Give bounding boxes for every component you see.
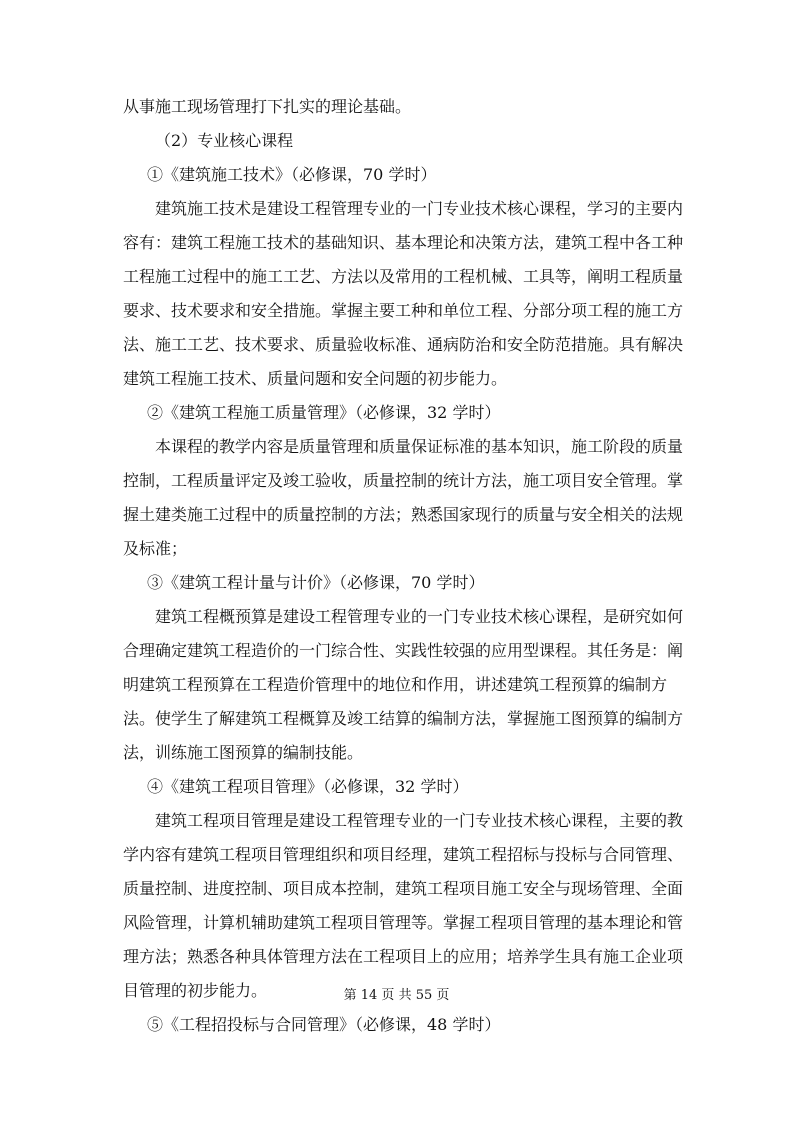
course-title — [123, 158, 688, 192]
text-line: 工程施工过程中的施工工艺、方法以及常用的工程机械、工具等，阐明工程质量 — [123, 267, 684, 286]
text-line: 建筑工程施工技术、质量问题和安全问题的初步能力。 — [123, 369, 508, 388]
course-title-text: ③《建筑工程计量与计价》（必修课，70 学时） — [147, 573, 485, 592]
page-number: 第 14 页 共 55 页 — [343, 988, 450, 1003]
text-line: 质量控制、进度控制、项目成本控制，建筑工程项目施工安全与现场管理、全面 — [123, 879, 684, 898]
text-line: 容有：建筑工程施工技术的基础知识、基本理论和决策方法，建筑工程中各工种 — [123, 233, 684, 252]
course-description — [123, 804, 688, 1008]
text-line: 建筑工程概预算是建设工程管理专业的一门专业技术核心课程，是研究如何 — [155, 607, 684, 626]
course-title-text: ②《建筑工程施工质量管理》（必修课，32 学时） — [147, 403, 501, 422]
section-heading — [123, 124, 688, 158]
course-title — [123, 770, 688, 804]
text-line: 及标准； — [123, 539, 188, 558]
section-heading-text: （2）专业核心课程 — [155, 131, 294, 150]
course-title — [123, 566, 688, 600]
text-line: 目管理的初步能力。 — [123, 981, 268, 1000]
text-line: 法，训练施工图预算的编制技能。 — [123, 743, 364, 762]
text-line: 明建筑工程预算在工程造价管理中的地位和作用，讲述建筑工程预算的编制方 — [123, 675, 668, 694]
course-title — [123, 396, 688, 430]
text-line: 建筑施工技术是建设工程管理专业的一门专业技术核心课程，学习的主要内 — [155, 199, 684, 218]
text-line: 握土建类施工过程中的质量控制的方法；熟悉国家现行的质量与安全相关的法规 — [123, 505, 684, 524]
page-footer — [0, 987, 793, 1005]
text-line: 理方法；熟悉各种具体管理方法在工程项目上的应用；培养学生具有施工企业项 — [123, 947, 684, 966]
text-line: 建筑工程项目管理是建设工程管理专业的一门专业技术核心课程，主要的教 — [155, 811, 684, 830]
text-line: 学内容有建筑工程项目管理组织和项目经理，建筑工程招标与投标与合同管理、 — [123, 845, 684, 864]
course-description — [123, 192, 688, 396]
text-line: 法、施工工艺、技术要求、质量验收标准、通病防治和安全防范措施。具有解决 — [123, 335, 684, 354]
course-title — [123, 1008, 688, 1042]
course-title-text: ④《建筑工程项目管理》（必修课，32 学时） — [147, 777, 469, 796]
text-line: 要求、技术要求和安全措施。掌握主要工种和单位工程、分部分项工程的施工方 — [123, 301, 684, 320]
course-description — [123, 600, 688, 770]
course-title-text: ①《建筑施工技术》（必修课，70 学时） — [147, 165, 437, 184]
text-line: 风险管理，计算机辅助建筑工程项目管理等。掌握工程项目管理的基本理论和管 — [123, 913, 684, 932]
text-line: 控制，工程质量评定及竣工验收，质量控制的统计方法，施工项目安全管理。掌 — [123, 471, 684, 490]
document-body — [123, 90, 688, 1042]
text-line: 本课程的教学内容是质量管理和质量保证标准的基本知识，施工阶段的质量 — [155, 437, 684, 456]
text-line: 合理确定建筑工程造价的一门综合性、实践性较强的应用型课程。其任务是：阐 — [123, 641, 684, 660]
text-line: 从事施工现场管理打下扎实的理论基础。 — [123, 97, 412, 116]
text-line: 法。使学生了解建筑工程概算及竣工结算的编制方法，掌握施工图预算的编制方 — [123, 709, 684, 728]
course-description — [123, 430, 688, 566]
paragraph-continuation — [123, 90, 688, 124]
course-title-text: ⑤《工程招投标与合同管理》（必修课，48 学时） — [147, 1015, 501, 1034]
